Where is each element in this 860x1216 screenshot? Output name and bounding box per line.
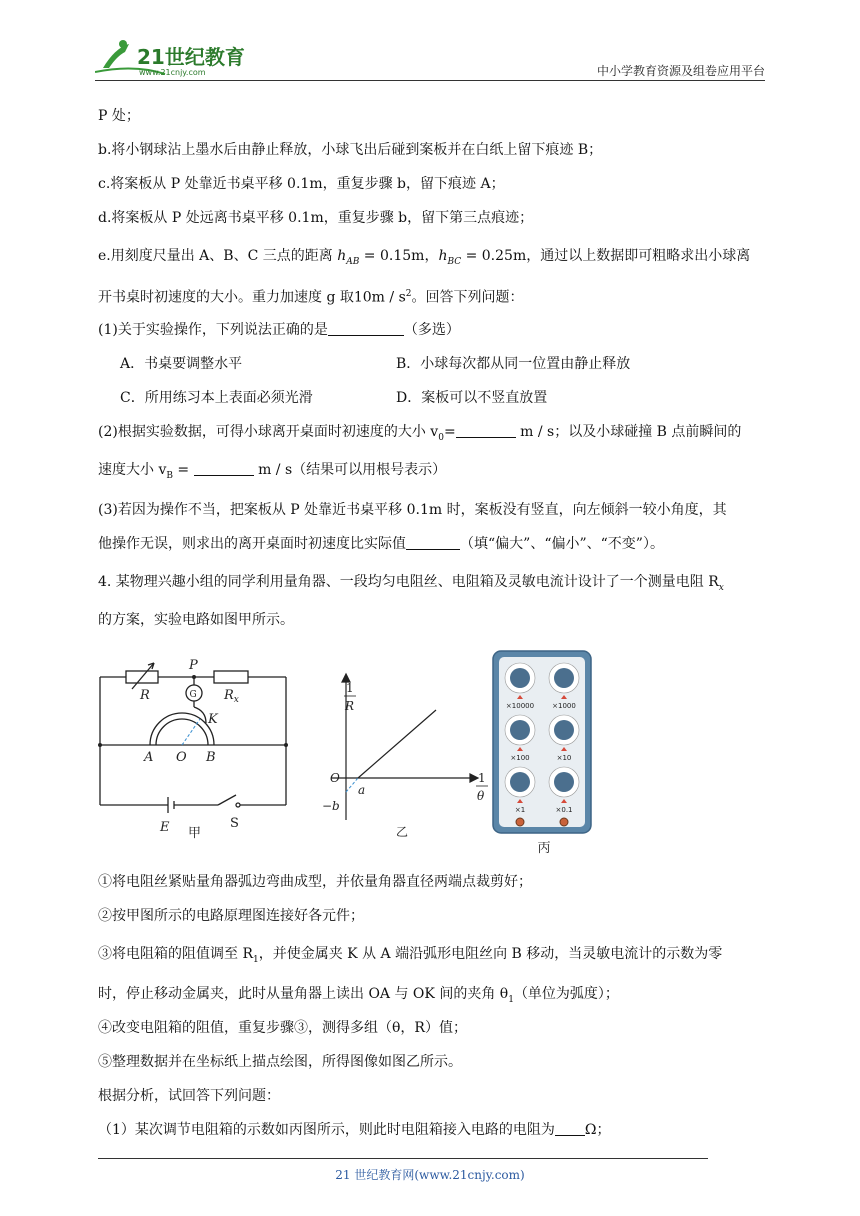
label-b: B xyxy=(206,750,216,765)
platform-name: 中小学教育资源及组卷应用平台 xyxy=(596,64,765,78)
text-line: c.将案板从 P 处靠近书桌平移 0.1m，重复步骤 b，留下痕迹 A； xyxy=(98,176,505,192)
origin-label: O xyxy=(330,771,340,785)
dial-label: ×1000 xyxy=(552,702,576,710)
intercept-a: a xyxy=(358,783,366,797)
step-1: ①将电阻丝紧贴量角器弧边弯曲成型，并依量角器直径两端点裁剪好； xyxy=(98,874,532,890)
label-k: K xyxy=(208,712,218,727)
footer-rule xyxy=(98,1158,708,1159)
dial-label: ×10 xyxy=(556,754,572,762)
answer-blank[interactable] xyxy=(555,1121,585,1136)
page-header xyxy=(95,38,765,82)
label-a: A xyxy=(144,750,154,765)
text-line: b.将小钢球沾上墨水后由静止释放，小球飞出后碰到案板并在白纸上留下痕迹 B； xyxy=(98,142,603,158)
logo-text: 21世纪教育 xyxy=(137,45,245,69)
step-6: 根据分析，试回答下列问题： xyxy=(98,1088,280,1104)
site-logo xyxy=(95,38,255,78)
caption-bing: 丙 xyxy=(537,841,551,856)
graph-diagram xyxy=(312,670,492,840)
caption-jia: 甲 xyxy=(188,826,202,841)
option-a: A．书桌要调整水平 xyxy=(120,356,243,372)
question-3: (3)若因为操作不当，把案板从 P 处靠近书桌平移 0.1m 时，案板没有竖直，向左倾斜一较小角度，其 xyxy=(98,502,727,518)
dial-label: ×0.1 xyxy=(555,806,573,814)
text-line: 开书桌时初速度的大小。重力加速度 g 取$10m / s^2$。回答下列问题： xyxy=(98,289,524,306)
label-g: G xyxy=(189,690,197,700)
intercept-neg-b: −b xyxy=(322,799,340,813)
dial-label: ×10000 xyxy=(505,702,535,710)
question-2-cont: 速度大小 $v_B = m / s$（结果可以用根号表示） xyxy=(98,462,447,481)
label-o: O xyxy=(176,750,187,765)
step-3: ③将电阻箱的阻值调至 $R_1$，并使金属夹 K 从 A 端沿弧形电阻丝向 B 移动，当灵敏电流计的示数为零 xyxy=(98,946,723,965)
text-line: P 处； xyxy=(98,108,140,124)
x-axis-num: 1 xyxy=(478,771,486,785)
answer-blank[interactable] xyxy=(456,423,516,438)
y-axis-num: 1 xyxy=(346,681,354,695)
step-4: ④改变电阻箱的阻值，重复步骤③，测得多组（θ，R）值； xyxy=(98,1020,467,1036)
page-footer: 21 世纪教育网(www.21cnjy.com) xyxy=(335,1168,525,1182)
terminal-icon[interactable] xyxy=(560,818,568,826)
dial-label: ×1 xyxy=(514,806,526,814)
answer-blank[interactable] xyxy=(194,461,254,476)
circuit-diagram xyxy=(96,655,296,845)
question-3-cont: 他操作无误，则求出的离开桌面时初速度比实际值 （填“偏大”、“偏小”、“不变”）。 xyxy=(98,536,664,552)
answer-blank[interactable] xyxy=(406,535,460,550)
resistance-box xyxy=(490,648,600,860)
problem-4-cont: 的方案，实验电路如图甲所示。 xyxy=(98,612,294,628)
dial-label: ×100 xyxy=(510,754,530,762)
x-axis-den: θ xyxy=(477,789,485,803)
label-p: P xyxy=(189,658,198,673)
label-s: S xyxy=(230,816,239,831)
step-3-cont: 时，停止移动金属夹，此时从量角器上读出 OA 与 OK 间的夹角 $\theta_1$（单位为弧度）； xyxy=(98,986,619,1005)
question-1: (1)关于实验操作，下列说法正确的是 （多选） xyxy=(98,322,460,338)
option-c: C．所用练习本上表面必须光滑 xyxy=(120,390,313,406)
step-2: ②按甲图所示的电路原理图连接好各元件； xyxy=(98,908,364,924)
logo-url: www.21cnjy.com xyxy=(139,68,206,77)
option-d: D．案板可以不竖直放置 xyxy=(396,390,548,406)
terminal-icon[interactable] xyxy=(516,818,524,826)
text-line: e.用刻度尺量出 A、B、C 三点的距离 $h_{AB} = 0.15m$，$h_{BC} = 0.25m$，通过以上数据即可粗略求出小球离 xyxy=(98,248,751,267)
problem-4: 4. 某物理兴趣小组的同学利用量角器、一段均匀电阻丝、电阻箱及灵敏电流计设计了一个测量电阻 $R_x$ xyxy=(98,574,724,593)
caption-yi: 乙 xyxy=(396,825,409,839)
label-rx: $R_x$ xyxy=(224,688,239,705)
step-5: ⑤整理数据并在坐标纸上描点绘图，所得图像如图乙所示。 xyxy=(98,1054,462,1070)
question-2: (2)根据实验数据，可得小球离开桌面时初速度的大小 $v_0= m / s$；以及小球碰撞 B 点前瞬间的 xyxy=(98,424,742,443)
answer-blank[interactable] xyxy=(328,321,404,336)
y-axis-den: R xyxy=(345,699,355,713)
option-b: B．小球每次都从同一位置由静止释放 xyxy=(396,356,631,372)
text-line: d.将案板从 P 处远离书桌平移 0.1m，重复步骤 b，留下第三点痕迹； xyxy=(98,210,534,226)
label-e: E xyxy=(160,820,170,835)
label-r: R xyxy=(140,688,150,703)
question-4-1: （1）某次调节电阻箱的示数如丙图所示，则此时电阻箱接入电路的电阻为 Ω； xyxy=(98,1122,611,1138)
header-rule xyxy=(95,80,765,81)
